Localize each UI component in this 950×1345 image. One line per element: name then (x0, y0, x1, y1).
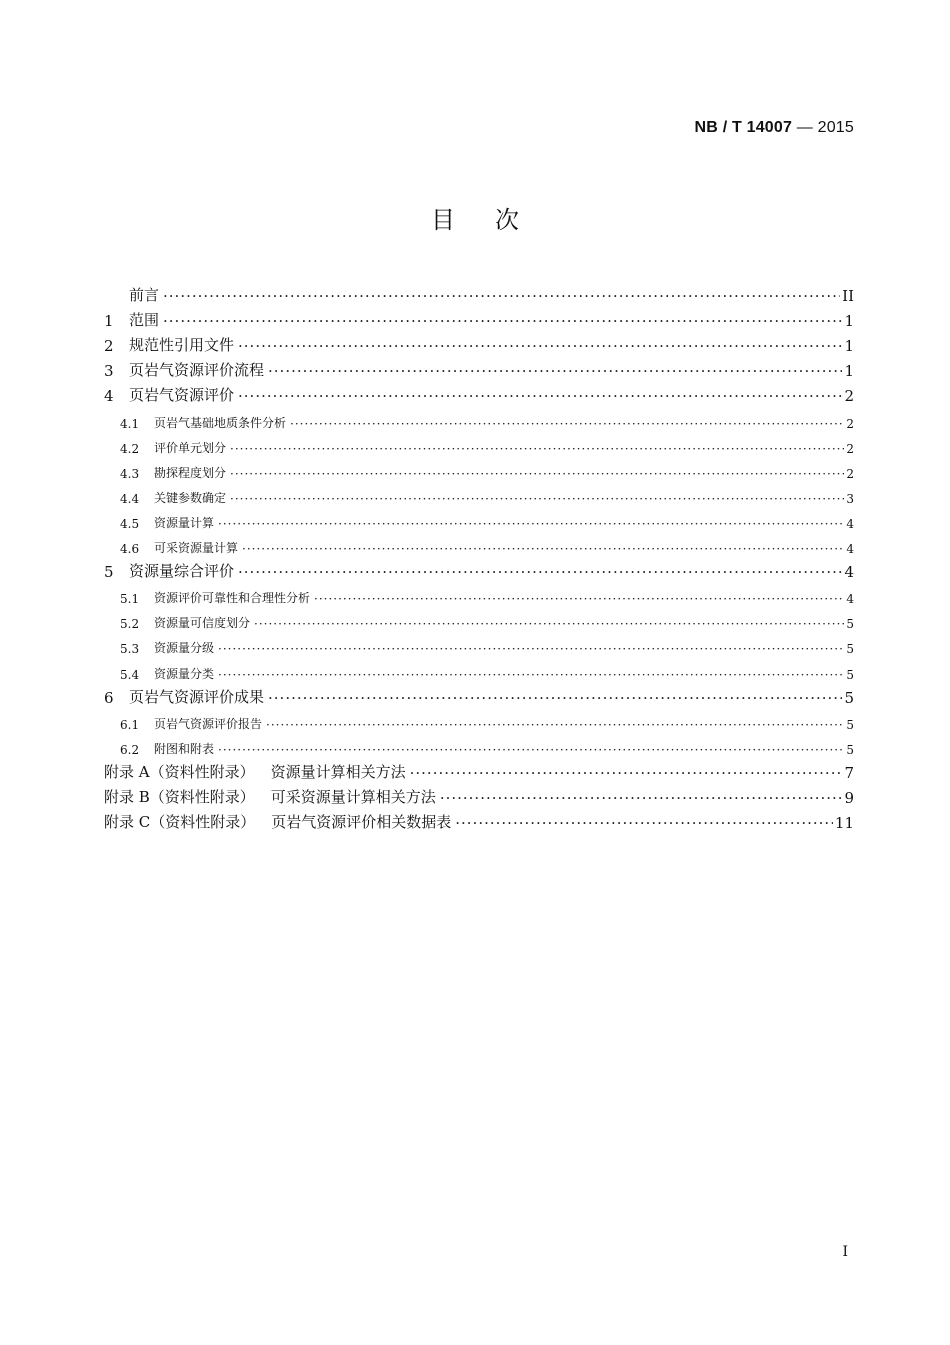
toc-entry-number: 5.3 (120, 642, 140, 657)
toc-entry-number: 6.2 (120, 742, 140, 757)
toc-entry[interactable] (104, 807, 854, 832)
toc-entry[interactable] (104, 431, 854, 456)
toc-entry[interactable] (104, 330, 854, 355)
toc-entry-number: 4.4 (120, 491, 140, 506)
toc-leader-dots (266, 718, 844, 732)
toc-entry-label: 可采资源量计算 (154, 541, 239, 556)
toc-entry-label: 范围 (129, 311, 160, 330)
toc-entry-number: 1 (104, 312, 114, 331)
toc-entry-label: 评价单元划分 (154, 440, 227, 455)
standard-year: — 2015 (792, 119, 854, 136)
toc-entry-number: 6.1 (120, 717, 140, 732)
toc-entry-page: 5 (846, 742, 854, 757)
toc-leader-dots (163, 287, 840, 305)
standard-number: NB / T 14007 (694, 119, 793, 136)
toc-entry[interactable] (104, 631, 854, 656)
toc-entry[interactable] (104, 531, 854, 556)
toc-leader-dots (238, 563, 842, 581)
toc-entry[interactable] (104, 481, 854, 506)
toc-entry-page: 3 (846, 491, 854, 506)
toc-entry-page: 4 (846, 592, 854, 607)
toc-entry-page: 5 (846, 642, 854, 657)
toc-entry-number: 6 (104, 688, 114, 707)
toc-entry[interactable] (104, 732, 854, 757)
toc-entry-label: 前言 (129, 286, 160, 305)
page-number: I (842, 1244, 848, 1260)
toc-entry[interactable] (104, 606, 854, 631)
toc-entry-page: 11 (834, 814, 854, 833)
toc-entry-label: 页岩气资源评价流程 (129, 361, 265, 380)
toc-entry-page: 9 (844, 788, 854, 807)
toc-entry-number: 4.2 (120, 441, 140, 456)
toc-entry-page: II (842, 287, 854, 306)
toc-leader-dots (254, 617, 844, 631)
toc-entry-page: 2 (846, 441, 854, 456)
toc-entry-page: 1 (844, 362, 854, 381)
toc-leader-dots (218, 517, 844, 531)
toc-entry-page: 5 (846, 617, 854, 632)
toc-leader-dots (455, 814, 833, 832)
toc-leader-dots (268, 362, 842, 380)
toc-entry-label: 资源量计算相关方法 (270, 762, 406, 781)
toc-entry-number: 3 (104, 362, 114, 381)
toc-leader-dots (230, 442, 844, 456)
toc-leader-dots (218, 743, 844, 757)
toc-entry-number: 4.3 (120, 466, 140, 481)
toc-entry[interactable] (104, 581, 854, 606)
toc-entry-page: 2 (846, 416, 854, 431)
toc-leader-dots (268, 689, 842, 707)
toc-entry-label: 资源量可信度划分 (154, 616, 251, 631)
toc-entry-number: 5 (104, 563, 114, 582)
toc-entry-label: 关键参数确定 (154, 490, 227, 505)
toc-leader-dots (410, 764, 843, 782)
toc-entry[interactable] (104, 305, 854, 330)
toc-entry[interactable] (104, 280, 854, 305)
toc-entry-number: 附录 B（资料性附录） (104, 787, 255, 806)
toc-entry-page: 2 (844, 387, 854, 406)
toc-entry-page: 4 (844, 563, 854, 582)
toc-entry[interactable] (104, 682, 854, 707)
toc-entry-label: 可采资源量计算相关方法 (270, 787, 436, 806)
toc-leader-dots (290, 417, 844, 431)
toc-entry[interactable] (104, 380, 854, 405)
toc-entry-page: 5 (846, 717, 854, 732)
toc-entry-number: 4.1 (120, 416, 140, 431)
toc-entry[interactable] (104, 556, 854, 581)
toc-leader-dots (163, 312, 842, 330)
toc-leader-dots (238, 387, 842, 405)
toc-leader-dots (238, 337, 842, 355)
toc-entry-label: 资源量计算 (154, 515, 215, 530)
standard-code (695, 119, 854, 137)
toc-entry-label: 资源量分级 (154, 641, 215, 656)
toc-leader-dots (314, 592, 844, 606)
toc-entry-page: 7 (844, 763, 854, 782)
toc-entry-page: 1 (844, 337, 854, 356)
toc-entry-number: 附录 A（资料性附录） (104, 762, 255, 781)
toc-entry-label: 勘探程度划分 (154, 465, 227, 480)
toc-entry-label: 页岩气基础地质条件分析 (154, 415, 287, 430)
toc-entry-label: 附图和附表 (154, 741, 215, 756)
toc-entry-page: 5 (844, 688, 854, 707)
toc-entry-number: 4.6 (120, 542, 140, 557)
toc-leader-dots (242, 542, 844, 556)
toc-entry-number: 2 (104, 337, 114, 356)
toc-entry-label: 页岩气资源评价报告 (154, 716, 263, 731)
toc-entry-label: 页岩气资源评价成果 (129, 687, 265, 706)
toc-entry[interactable] (104, 656, 854, 681)
toc-entry-number: 4 (104, 387, 114, 406)
toc-entry[interactable] (104, 405, 854, 430)
toc-entry-page: 4 (846, 516, 854, 531)
toc-entry[interactable] (104, 782, 854, 807)
toc-entry[interactable] (104, 757, 854, 782)
toc-entry-number: 5.2 (120, 617, 140, 632)
toc-leader-dots (230, 467, 844, 481)
toc-entry[interactable] (104, 707, 854, 732)
toc-leader-dots (218, 642, 844, 656)
page-title: 目次 (431, 206, 559, 234)
toc-leader-dots (218, 668, 844, 682)
toc-entry-number: 附录 C（资料性附录） (104, 813, 256, 832)
toc-entry-page: 1 (844, 312, 854, 331)
toc-entry-page: 5 (846, 667, 854, 682)
toc-entry-number: 5.4 (120, 667, 140, 682)
toc-entry-number: 4.5 (120, 516, 140, 531)
toc-entry-label: 页岩气资源评价 (129, 386, 235, 405)
toc-entry-label: 规范性引用文件 (129, 336, 235, 355)
toc-entry[interactable] (104, 355, 854, 380)
table-of-contents (104, 280, 854, 832)
toc-entry-label: 资源量分类 (154, 666, 215, 681)
toc-entry-label: 资源量综合评价 (129, 562, 235, 581)
toc-entry-label: 页岩气资源评价相关数据表 (271, 813, 452, 832)
toc-entry-number: 5.1 (120, 592, 140, 607)
toc-leader-dots (440, 789, 843, 807)
toc-entry[interactable] (104, 456, 854, 481)
toc-entry-label: 资源评价可靠性和合理性分析 (154, 591, 311, 606)
toc-entry-page: 4 (846, 542, 854, 557)
toc-entry[interactable] (104, 506, 854, 531)
toc-leader-dots (230, 492, 844, 506)
toc-entry-page: 2 (846, 466, 854, 481)
